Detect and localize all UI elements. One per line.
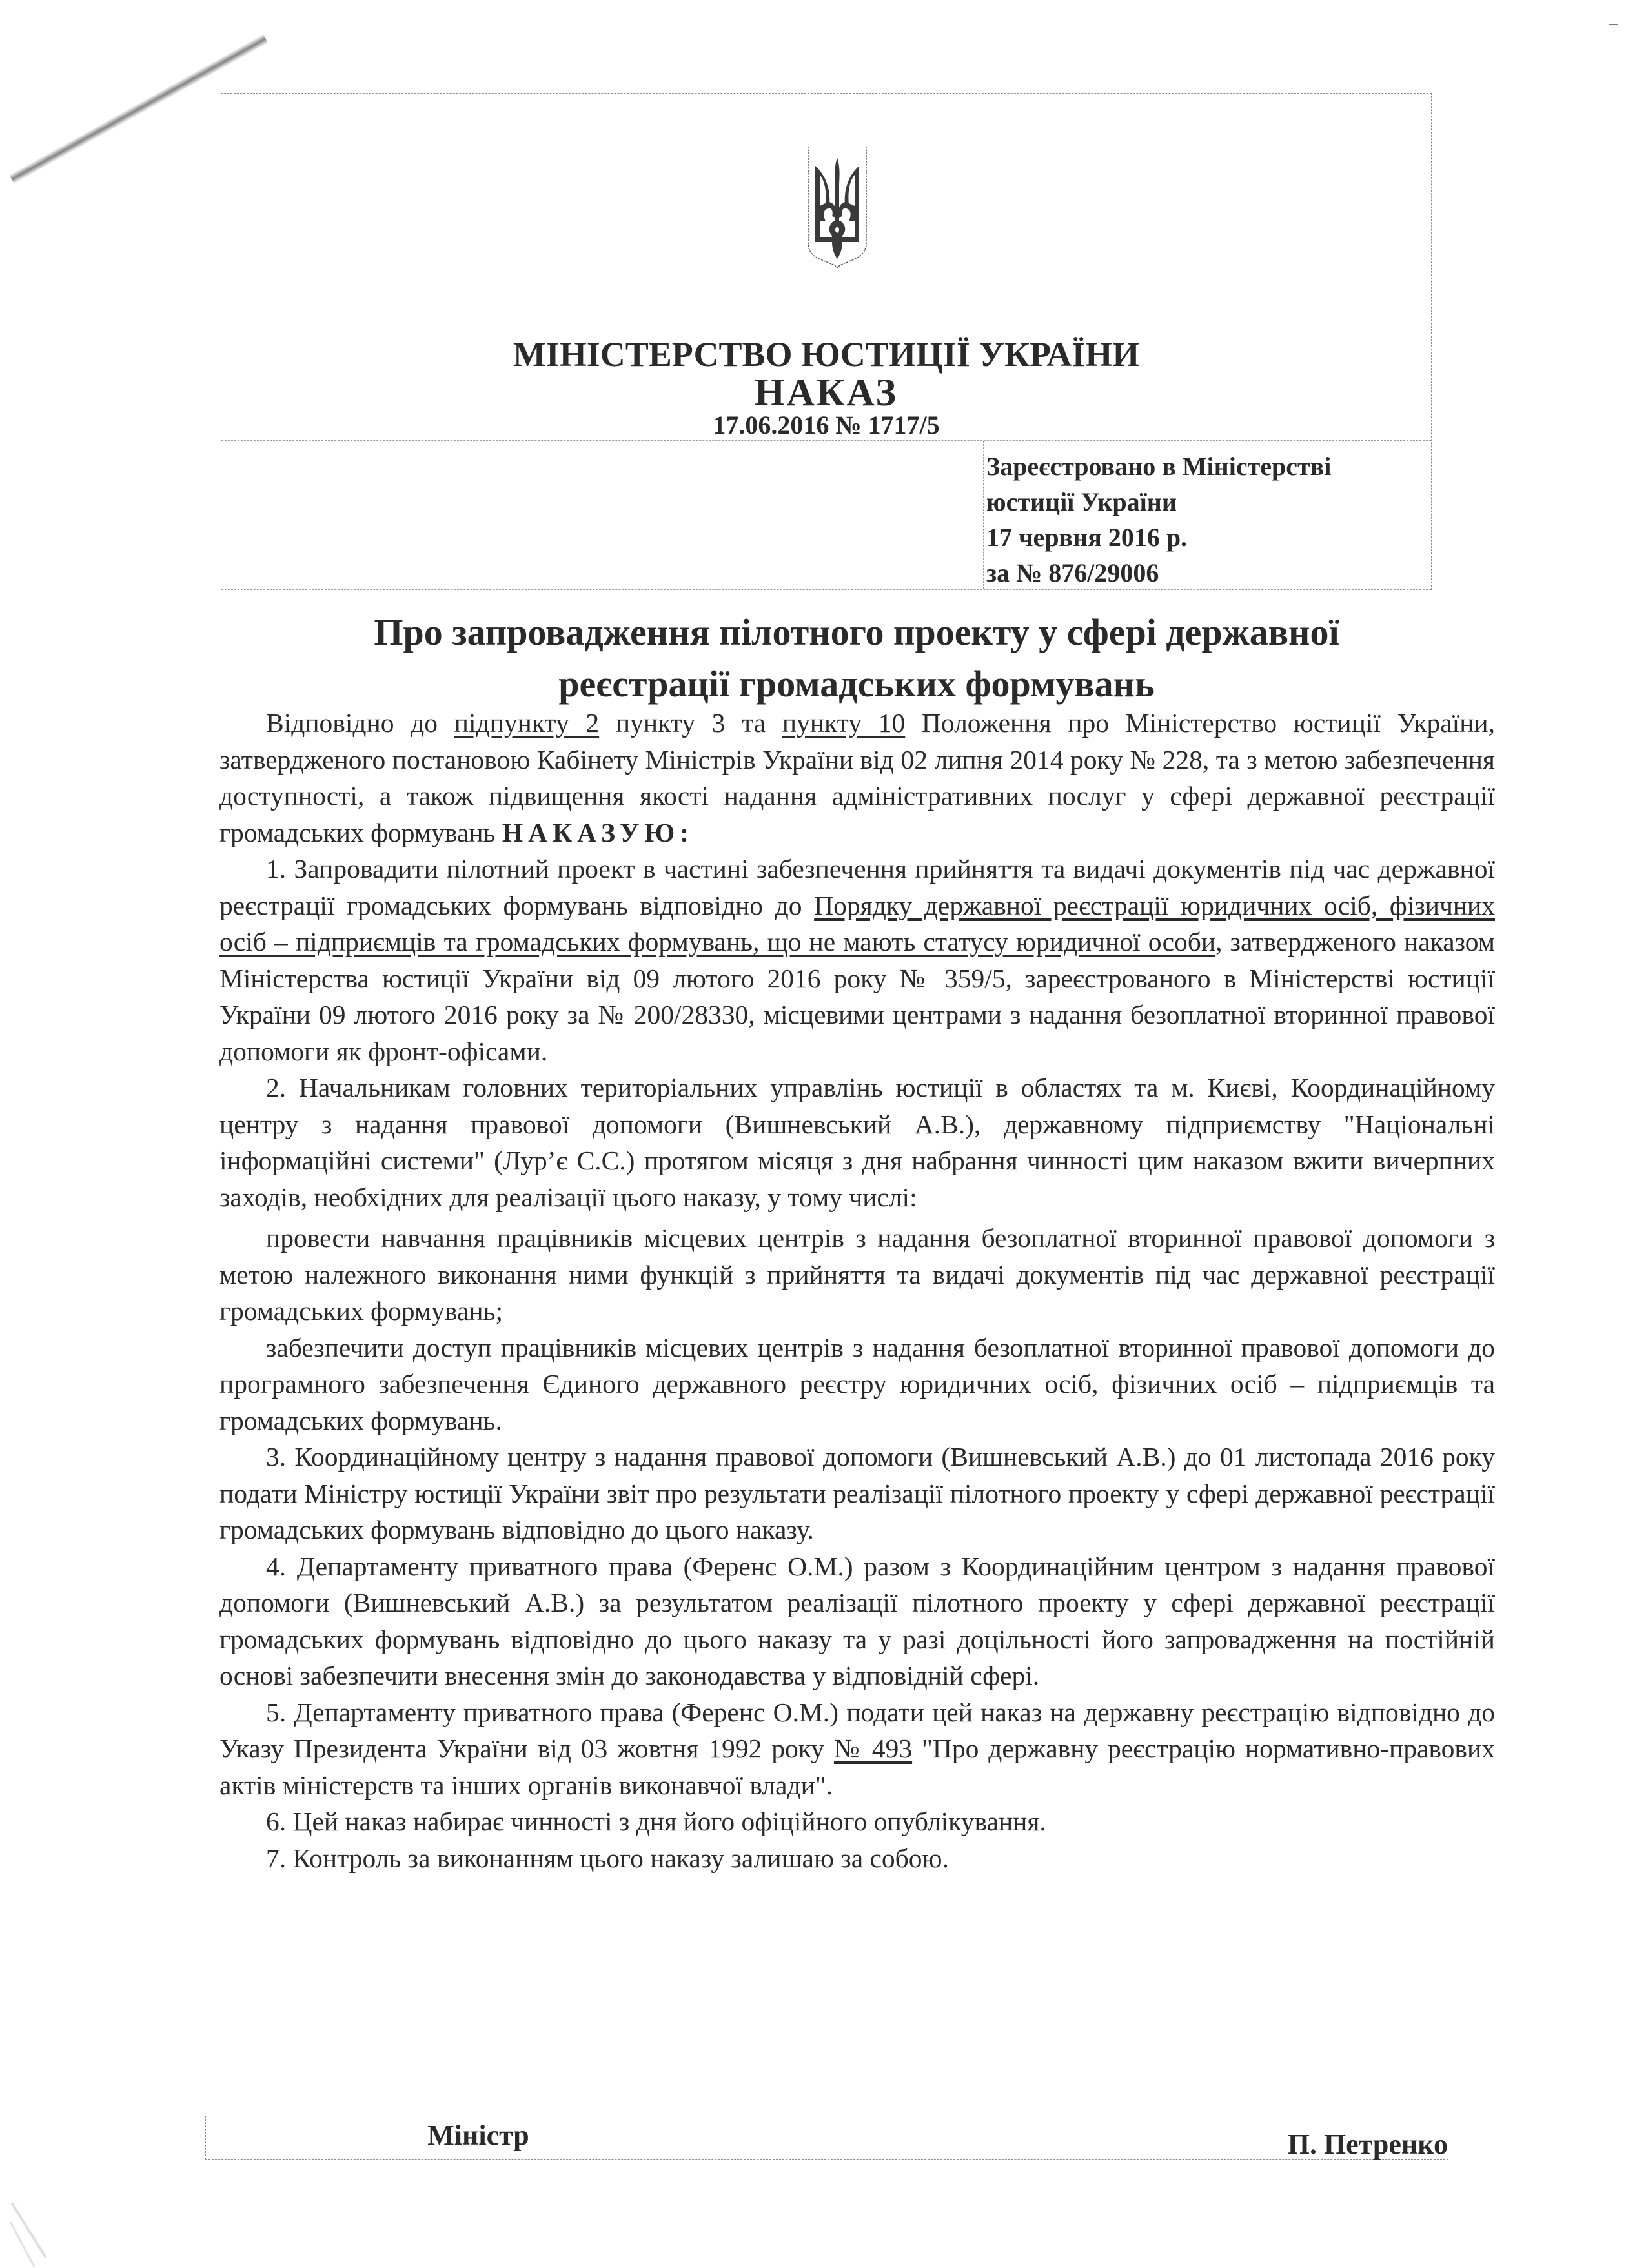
order-item-6: 6. Цей наказ набирає чинності з дня його офіційного опублікування.: [266, 1807, 1046, 1836]
preamble: [219, 705, 1495, 851]
link-decree-493[interactable]: № 493: [833, 1734, 913, 1763]
order-item-7: 7. Контроль за виконанням цього наказу залишаю за собою.: [266, 1843, 949, 1873]
preamble-text: Відповідно до: [266, 708, 454, 738]
ministry-name: МІНІСТЕРСТВО ЮСТИЦІЇ УКРАЇНИ: [221, 329, 1431, 372]
order-item-5: [219, 1694, 1495, 1804]
registration-number: за № 876/29006: [986, 558, 1159, 587]
document-title: [221, 607, 1492, 710]
link-paragraph-10[interactable]: пункту 10: [782, 708, 906, 738]
link-text: підпункту 2: [454, 708, 600, 738]
order-item-2-subitem: забезпечити доступ працівників місцевих центрів з надання безоплатної вторинної правової допомоги до програмного забезпечення Єдиного державного реєстру юридичних осіб, фізичних осіб – підприємців та громадських формувань.: [219, 1332, 1495, 1435]
preamble-text: пункту 3 та: [599, 708, 782, 738]
preamble-text: Положення про Міністерство юстиції України, затвердженого постановою Кабінету Міністрів України від 02 липня 2014 року № 228, та з метою забезпечення доступності, а також підвищення якості надання адміністративних послуг у сфері державної реєстрації громадських формувань: [219, 708, 1495, 847]
order-item-2-subitem: провести навчання працівників місцевих центрів з надання безоплатної вторинної правової допомоги з метою належного виконання ними функцій з прийняття та видачі документів під час державної реєстрації громадських формувань;: [219, 1223, 1495, 1326]
document-header: [221, 93, 1432, 590]
registration-row: [221, 441, 1431, 590]
link-subparagraph-2-2[interactable]: [454, 708, 599, 738]
ukraine-coat-of-arms-tryzub-icon: [806, 145, 868, 272]
item-text: 1. Запровадити пілотний проект в частині забезпечення прийняття та видачі документів під час державної реєстрації громадських формувань відповідно до: [219, 854, 1495, 920]
title-line: Про запровадження пілотного проекту у сфері державної: [374, 611, 1339, 653]
scan-artifact-mark: [1609, 24, 1618, 25]
registration-line: Зареєстровано в Міністерстві: [986, 452, 1332, 481]
registration-date: 17 червня 2016 р.: [986, 523, 1188, 552]
order-word: НАКАЗУЮ:: [502, 817, 694, 847]
emblem-row: [221, 94, 1431, 329]
item-text: 5. Департаменту приватного права (Ференс О.М.) подати цей наказ на державну реєстрацію відповідно до Указу Президента України від 03 жовтня 1992 року: [219, 1697, 1495, 1763]
item-text: "Про державну реєстрацію нормативно-правових актів міністерств та інших органів виконавчої влади".: [219, 1734, 1495, 1800]
registration-line: юстиції України: [986, 487, 1177, 516]
item-text: , затвердженого наказом Міністерства юстиції України від 09 лютого 2016 року № 359/5, зареєстрованого в Міністерстві юстиції України 09 лютого 2016 року за № 200/28330, місцевими центрами з надання безоплатної вторинної правової допомоги як фронт-офісами.: [219, 927, 1495, 1066]
signatory-position: Міністр: [206, 2116, 751, 2159]
order-date-number: 17.06.2016 № 1717/5: [221, 409, 1431, 441]
scan-artifact-streak: [9, 2221, 36, 2268]
link-registration-procedure[interactable]: Порядку державної реєстрації юридичних осіб, фізичних осіб – підприємців та громадських формувань, що не мають статусу юридичної особи: [219, 890, 1495, 957]
signature-block: [205, 2116, 1448, 2160]
registration-blank-cell: [221, 441, 984, 589]
document-type: НАКАЗ: [221, 372, 1431, 409]
order-item-4: 4. Департаменту приватного права (Ференс О.М.) разом з Координаційним центром з надання правової допомоги (Вишневський А.В.) за результатом реалізації пілотного проекту у сфері державної реєстрації громадських формувань відповідно до цього наказу та у разі доцільності його запровадження на постійній основі забезпечити внесення змін до законодавства у відповідній сфері.: [219, 1551, 1495, 1690]
registration-stamp: [984, 441, 1431, 589]
signatory-name: П. Петренко: [1287, 2129, 1448, 2160]
document-body: [219, 705, 1495, 1876]
order-item-1: [219, 851, 1495, 1069]
title-line: реєстрації громадських формувань: [558, 663, 1155, 705]
order-item-3: 3. Координаційному центру з надання правової допомоги (Вишневський А.В.) до 01 листопада 2016 року подати Міністру юстиції України звіт про результати реалізації пілотного проекту у сфері державної реєстрації громадських формувань відповідно до цього наказу.: [219, 1442, 1495, 1544]
order-item-2: 2. Начальникам головних територіальних управлінь юстиції в областях та м. Києві, Координаційному центру з надання правової допомоги (Вишневський А.В.), державному підприємству "Національні інформаційні системи" (Лур’є С.С.) протягом місяця з дня набрання чинності цим наказом вжити вичерпних заходів, необхідних для реалізації цього наказу, у тому числі:: [219, 1073, 1495, 1212]
